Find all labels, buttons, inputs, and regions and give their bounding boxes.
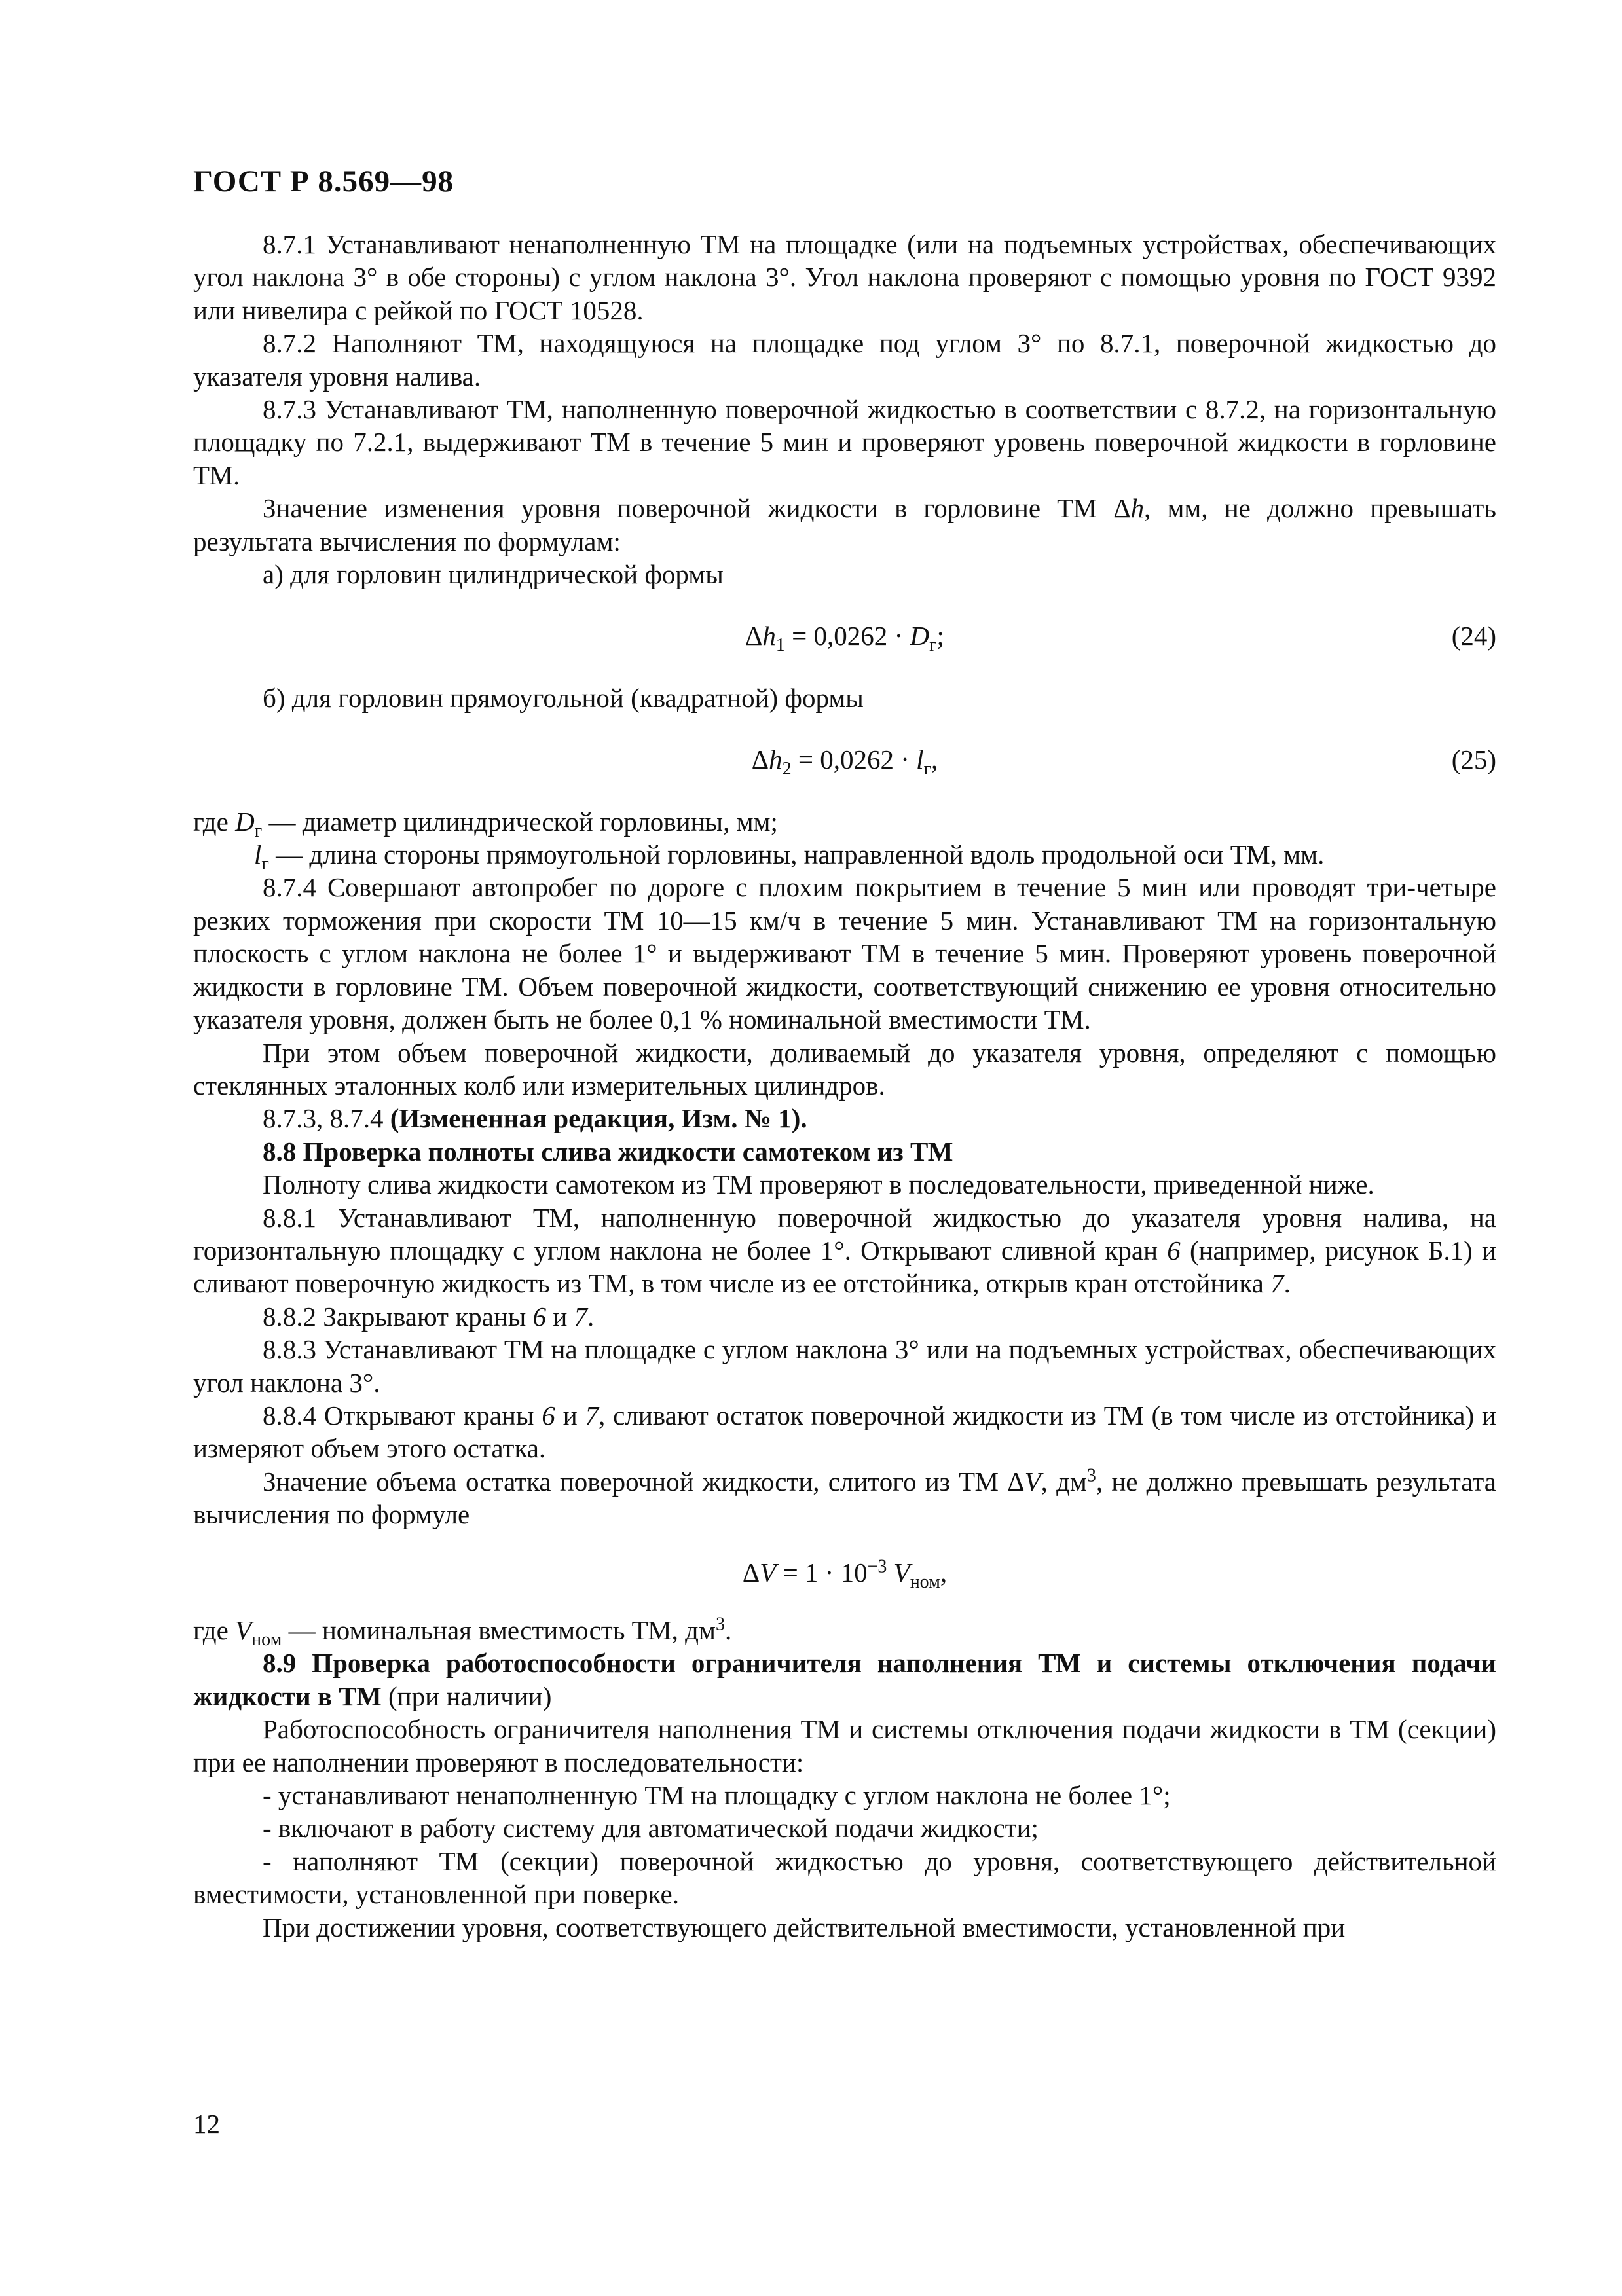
- paragraph-8-7-1: 8.7.1 Устанавливают ненаполненную ТМ на площадке (или на подъемных устройствах, обеспечивающих угол наклона 3° в обе стороны) с углом наклона 3°. Угол наклона проверяют с помощью уровня по ГОСТ 9392 или нивелира с рейкой по ГОСТ 10528.: [193, 229, 1496, 325]
- paragraph-8-8-3: 8.8.3 Устанавливают ТМ на площадке с углом наклона 3° или на подъемных устройствах, обеспечивающих угол наклона 3°.: [193, 1334, 1496, 1398]
- formula-24: [193, 619, 1496, 656]
- document-header: ГОСТ Р 8.569—98: [193, 164, 454, 198]
- paragraph-8-8-4: 8.8.4 Открывают краны 6 и 7, сливают остаток поверочной жидкости из ТМ (в том числе из отстойника) и измеряют объем этого остатка.: [193, 1400, 1496, 1464]
- bullet-item: - устанавливают ненаполненную ТМ на площадку с углом наклона не более 1°;: [263, 1780, 1171, 1811]
- where-clause-volume: где $V_{ном}$ — номинальная вместимость ТМ, $дм^3$.: [193, 1614, 732, 1650]
- bullet-item: - включают в работу систему для автоматической подачи жидкости;: [263, 1813, 1039, 1844]
- paragraph-level-change: Значение изменения уровня поверочной жидкости в горловине ТМ Δh, мм, не должно превышать результата вычисления по формулам:: [193, 493, 1496, 556]
- paragraph-8-8-2: 8.8.2 Закрывают краны 6 и 7.: [263, 1301, 595, 1332]
- paragraph-volume: Значение объема остатка поверочной жидкости, слитого из ТМ ΔV, $дм^3$, не должно превышать результата вычисления по формуле: [193, 1465, 1497, 1530]
- amendment-note: 8.7.3, 8.7.4 (Измененная редакция, Изм. № 1).: [263, 1103, 807, 1134]
- formula-volume-expression: $\Delta V = 1 \cdot 10^{-3}$ $V_{ном}$,: [742, 1556, 948, 1592]
- paragraph-8-7-3: 8.7.3 Устанавливают ТМ, наполненную поверочной жидкостью в соответствии с 8.7.2, на горизонтальную площадку по 7.2.1, выдерживают ТМ в течение 5 мин и проверяют уровень поверочной жидкости в горловине ТМ.: [193, 394, 1496, 490]
- paragraph-last: При достижении уровня, соответствующего действительной вместимости, установленной при: [263, 1912, 1346, 1942]
- where-clause-diameter: где $D_г$ — диаметр цилиндрической горловины, мм;: [193, 806, 778, 841]
- formula-24-expression: $\Delta h_1 = 0,0262 \cdot D_г$;: [745, 621, 944, 656]
- formula-25-number: (25): [1451, 744, 1496, 775]
- paragraph-8-8: Полноту слива жидкости самотеком из ТМ проверяют в последовательности, приведенной ниже.: [263, 1169, 1374, 1200]
- paragraph-top-up: При этом объем поверочной жидкости, доливаемый до указателя уровня, определяют с помощью стеклянных эталонных колб или измерительных цилиндров.: [193, 1037, 1496, 1101]
- list-item-a: а) для горловин цилиндрической формы: [263, 559, 724, 590]
- bullet-item: - наполняют ТМ (секции) поверочной жидкостью до уровня, соответствующего действительной вместимости, установленной при поверке.: [193, 1846, 1496, 1910]
- formula-25-expression: $\Delta h_2 = 0,0262 \cdot l_г$,: [751, 744, 938, 780]
- formula-24-number: (24): [1451, 621, 1496, 651]
- section-heading-8-9: 8.9 Проверка работоспособности ограничителя наполнения ТМ и системы отключения подачи жидкости в ТМ (при наличии): [193, 1648, 1496, 1711]
- section-heading-8-8: 8.8 Проверка полноты слива жидкости самотеком из ТМ: [263, 1136, 953, 1167]
- where-clause-length: $l_г$ — длина стороны прямоугольной горловины, направленной вдоль продольной оси ТМ, мм.: [254, 839, 1325, 875]
- paragraph-8-7-2: 8.7.2 Наполняют ТМ, находящуюся на площадке под углом 3° по 8.7.1, поверочной жидкостью до указателя уровня налива.: [193, 328, 1496, 392]
- formula-volume: [193, 1556, 1496, 1592]
- formula-25: [193, 743, 1496, 780]
- document-body: [193, 228, 1496, 1944]
- page-number: 12: [193, 2109, 220, 2139]
- paragraph-8-8-1: 8.8.1 Устанавливают ТМ, наполненную поверочной жидкостью до указателя уровня налива, на горизонтальную площадку с углом наклона не более 1°. Открывают сливной кран 6 (например, рисунок Б.1) и сливают поверочную жидкость из ТМ, в том числе из ее отстойника, открыв кран отстойника 7.: [193, 1202, 1496, 1299]
- list-item-b: б) для горловин прямоугольной (квадратной) формы: [263, 682, 864, 713]
- paragraph-8-9: Работоспособность ограничителя наполнения ТМ и системы отключения подачи жидкости в ТМ (секции) при ее наполнении проверяют в последовательности:: [193, 1714, 1496, 1777]
- paragraph-8-7-4: 8.7.4 Совершают автопробег по дороге с плохим покрытием в течение 5 мин или проводят три-четыре резких торможения при скорости ТМ 10—15 км/ч в течение 5 мин. Устанавливают ТМ на горизонтальную плоскость с углом наклона не более 1° и выдерживают ТМ в течение 5 мин. Проверяют уровень поверочной жидкости в горловине ТМ. Объем поверочной жидкости, соответствующий снижению ее уровня относительно указателя уровня, должен быть не более 0,1 % номинальной вместимости ТМ.: [193, 872, 1496, 1035]
